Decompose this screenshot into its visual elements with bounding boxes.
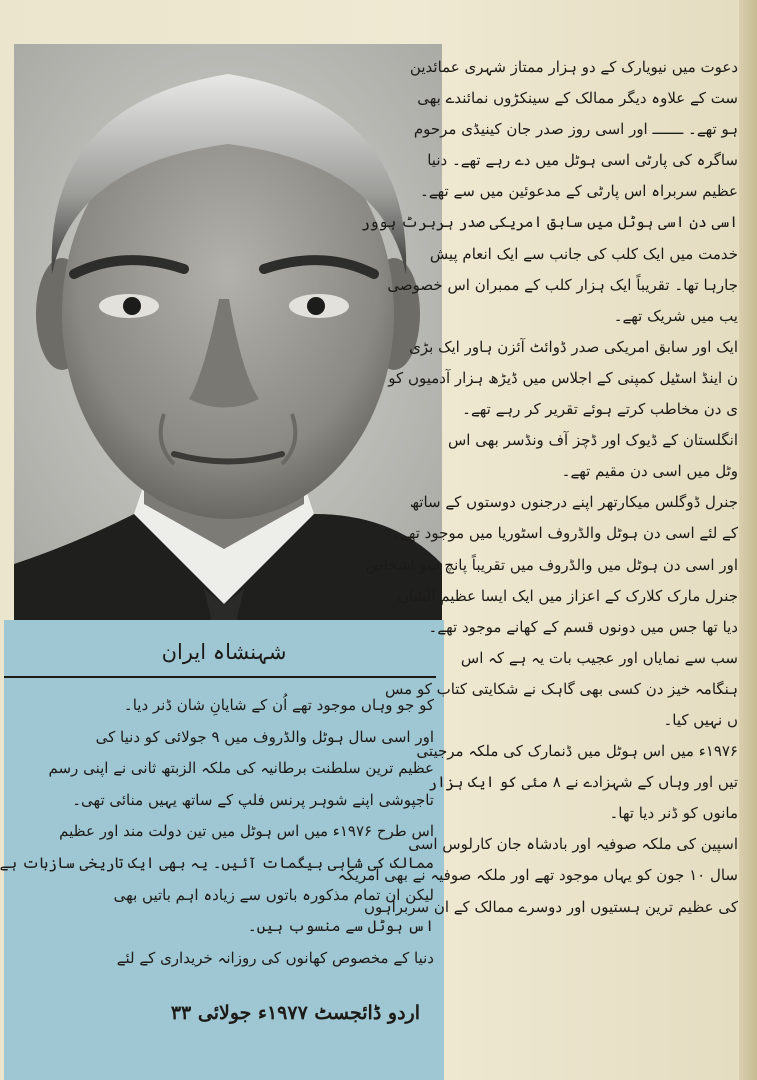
article-line: تیں اور وہاں کے شہزادے نے ۸ مئی کو ایک ہزار xyxy=(428,773,738,792)
portrait-photo xyxy=(14,44,442,622)
article-line: سال ۱۰ جون کو یہاں موجود تھے اور ملکہ صوفیہ نے بھی امریکہ xyxy=(337,866,738,885)
article-line: اسپین کی ملکہ صوفیہ اور بادشاہ جان کارلوس اسی xyxy=(408,835,738,854)
caption-line: اس طرح ۱۹۷۶ء میں اس ہوٹل میں تین دولت مند اور عظیم xyxy=(59,822,434,841)
caption-line: لیکن ان تمام مذکورہ باتوں سے زیادہ اہم باتیں بھی xyxy=(113,885,434,904)
article-line: ست کے علاوہ دیگر ممالک کے سینکڑوں نمائندے بھی xyxy=(417,89,738,108)
page-spine xyxy=(739,0,757,1080)
caption-line: ممالک کی شاہی بیگمات آئیں۔ یہ بھی ایک تاریخی سازبات ہے xyxy=(0,853,434,872)
article-line: ساگرہ کی پارٹی اسی ہوٹل میں دے رہے تھے۔ دنیا xyxy=(427,151,738,170)
article-line: ایک اور سابق امریکی صدر ڈوائٹ آئزن ہاور ایک بڑی xyxy=(409,337,738,356)
article-line: مانوں کو ڈنر دیا تھا۔ xyxy=(609,804,738,823)
caption-line: اس ہوٹل سے منسوب ہیں۔ xyxy=(247,917,434,936)
portrait-illustration xyxy=(14,44,442,622)
article-line: ۱۹۷۶ء میں اس ہوٹل میں ڈنمارک کی ملکہ مرجیتی xyxy=(416,742,738,761)
article-line: جارہا تھا۔ تقریباً ایک ہزار کلب کے ممبران اس خصوصی xyxy=(387,275,738,294)
article-line: یب میں شریک تھے۔ xyxy=(613,306,738,325)
article-line: دیا تھا جس میں دونوں قسم کے کھانے موجود تھے۔ xyxy=(428,617,738,636)
article-line: اور اسی دن ہوٹل میں والڈروف میں تقریباً پانچ سو اشخاص xyxy=(365,555,738,574)
caption-line: عظیم ترین سلطنت برطانیہ کی ملکہ الزبتھ ثانی نے اپنی رسم xyxy=(48,759,434,778)
article-line: ہو تھے۔ ـــــــ اور اسی روز صدر جان کینیڈی مرحوم xyxy=(413,120,738,139)
article-line: ن اینڈ اسٹیل کمپنی کے اجلاس میں ڈیڑھ ہزار آدمیوں کو xyxy=(388,368,738,387)
article-line: دعوت میں نیویارک کے دو ہزار ممتاز شہری عمائدین xyxy=(409,58,738,76)
caption-line: دنیا کے مخصوص کھانوں کی روزانہ خریداری کے لئے xyxy=(116,948,434,967)
article-line: عظیم سربراہ اس پارٹی کے مدعوئین میں سے تھے۔ xyxy=(420,182,738,201)
article-line: کے لئے اسی دن ہوٹل والڈروف اسٹوریا میں موجود تھے۔ xyxy=(391,524,738,543)
article-line: اسی دن اسی ہوٹل میں سابق امریکی صدر ہربرٹ ہوور xyxy=(361,213,738,232)
caption-line: کو جو وہاں موجود تھے اُن کے شایانِ شان ڈنر دیا۔ xyxy=(123,696,434,714)
article-line: کی عظیم ترین ہستیوں اور دوسرے ممالک کے ان سربراہوں xyxy=(364,897,738,916)
page-footer: اردو ڈائجسٹ ۱۹۷۷ء جولائی ۳۳ xyxy=(170,1002,420,1024)
article-line: سب سے نمایاں اور عجیب بات یہ ہے کہ اس xyxy=(460,648,738,667)
caption-line: تاجپوشی اپنے شوہر پرنس فلپ کے ساتھ یہیں منائی تھی۔ xyxy=(72,790,434,809)
article-line: ں نہیں کیا۔ xyxy=(663,710,738,729)
caption-body xyxy=(0,690,434,974)
article-line: خدمت میں ایک کلب کی جانب سے ایک انعام پیش xyxy=(429,244,738,263)
caption-divider xyxy=(4,676,436,678)
article-line: انگلستان کے ڈیوک اور ڈچز آف ونڈسر بھی اس xyxy=(448,431,738,450)
article-line: جنرل ڈوگلس میکارتھر اپنے درجنوں دوستوں کے ساتھ xyxy=(409,493,738,512)
caption-line: اور اسی سال ہوٹل والڈروف میں ۹ جولائی کو دنیا کی xyxy=(95,727,434,746)
article-column xyxy=(337,52,738,923)
article-line: ہنگامہ خیز دن کسی بھی گاہک نے شکایتی کتاب کو مس xyxy=(385,679,738,698)
caption-title: شہنشاہ ایران xyxy=(161,640,287,664)
article-line: وٹل میں اسی دن مقیم تھے۔ xyxy=(561,462,738,481)
article-line: ی دن مخاطب کرتے ہوئے تقریر کر رہے تھے۔ xyxy=(462,400,738,419)
article-line: جنرل مارک کلارک کے اعزاز میں ایک ایسا عظیم الشان xyxy=(397,586,738,605)
